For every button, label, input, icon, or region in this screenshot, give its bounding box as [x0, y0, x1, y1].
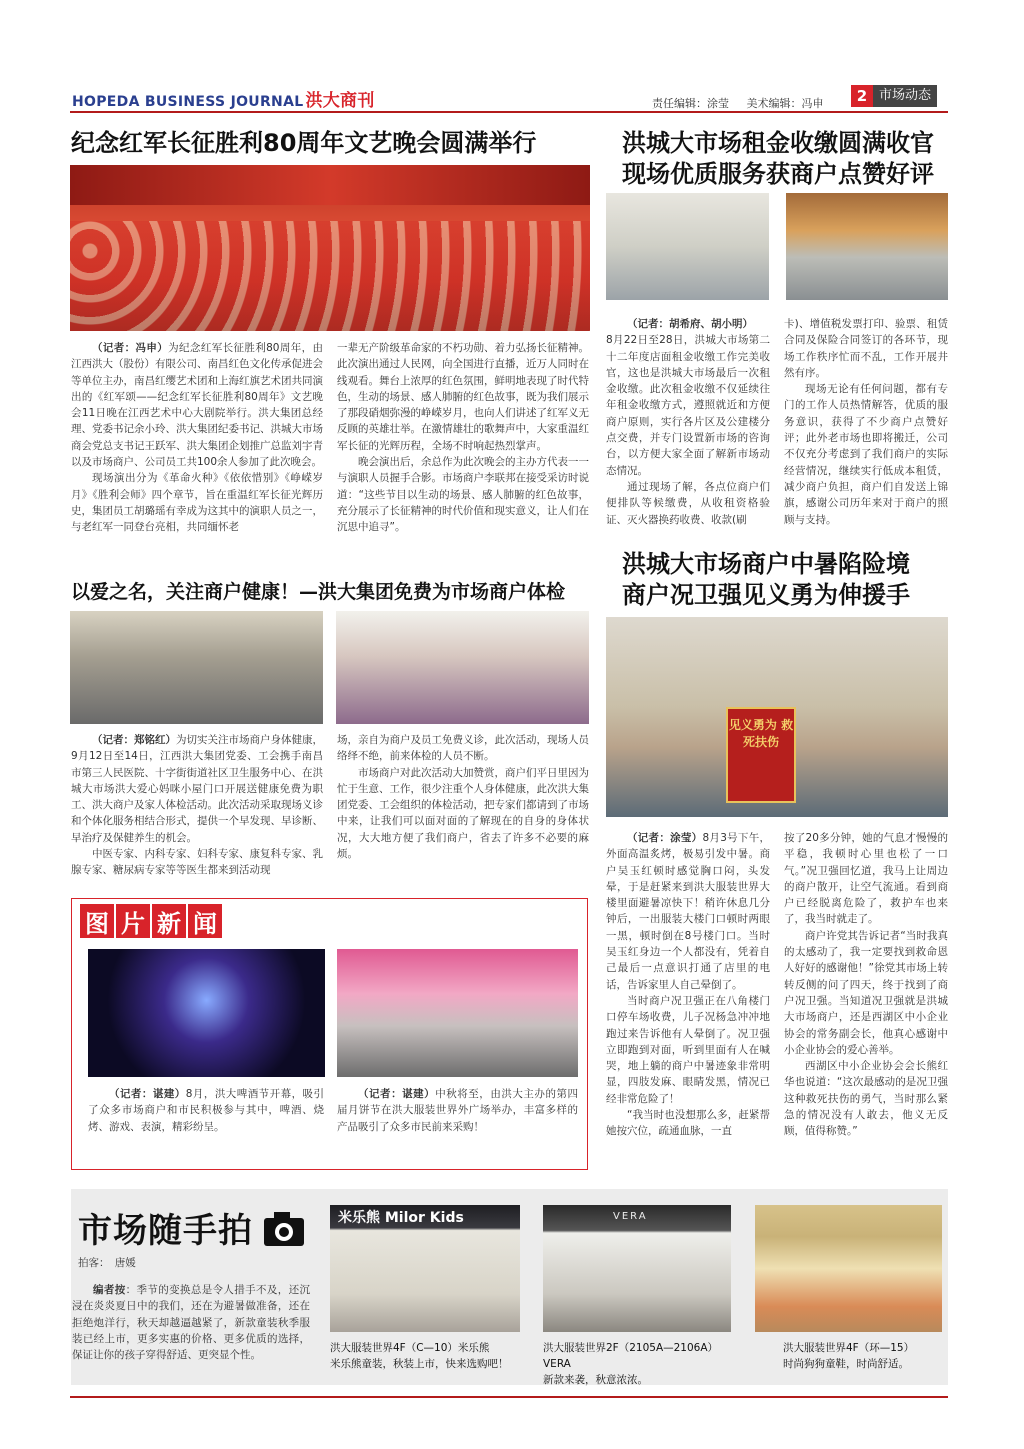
article1-photo	[70, 165, 590, 331]
shop-caption-1	[330, 1340, 530, 1372]
art-editor: 美术编辑：冯申	[746, 97, 824, 110]
shop-caption-line1: 洪大服装世界4F（环—15）	[783, 1342, 915, 1354]
article4-headline-line1: 洪城大市场商户中暑陷险境	[622, 550, 910, 578]
picture-news-title	[80, 904, 224, 938]
header-rule	[70, 111, 948, 113]
article2-headline-line1: 洪城大市场租金收缴圆满收官	[622, 129, 934, 157]
article1-para4: 晚会演出后，余总作为此次晚会的主办方代表一一与演职人员握手合影。市场商户李联邦在接受采访时说道：“这些节目以生动的场景、感人肺腑的红色故事，充分展示了长征精神的时代价值和现实意义，让人们在沉思中追寻”。	[337, 456, 589, 534]
page-number: 2	[851, 85, 873, 107]
section-name: 市场动态	[873, 85, 937, 107]
picture-news-char: 图	[80, 904, 114, 938]
article3-headline: 以爱之名，关注商户健康！—洪大集团免费为市场商户体检	[71, 581, 566, 603]
shop-caption-line2: 米乐熊童装，秋装上市，快来选购吧！	[330, 1358, 509, 1370]
footer-rule	[70, 1396, 948, 1398]
article4-para6: 西湖区中小企业协会会长熊红华也说道：“这次最感动的是况卫强这种救死扶伤的勇气，当时那么紧急的情况没有人敢去，他义无反顾，值得称赞。”	[784, 1060, 948, 1138]
article1-headline: 纪念红军长征胜利80周年文艺晚会圆满举行	[71, 129, 537, 157]
masthead-en: HOPEDA BUSINESS JOURNAL	[72, 94, 304, 110]
responsible-editor: 责任编辑：涂莹	[652, 97, 729, 110]
masthead-cn: 洪大商刊	[305, 91, 375, 111]
article4-photo	[606, 617, 948, 817]
article4-byline: （记者：涂莹）	[627, 832, 703, 844]
article4-headline	[622, 549, 942, 611]
article1-para1: 为纪念红军长征胜利80周年，由江西洪大（股份）有限公司、南昌红色文化传承促进会等单位主办，南昌红缨艺术团和上海红旗艺术团共同演出的《红军颂——纪念红军长征胜利80周年》文艺晚会11日晚在江西艺术中心大剧院举行。洪大集团总经理、党委书记余小玲、洪大集团纪委书记、洪城大市场商会党总支书记王跃军、洪大集团企划推广总监刘宇青以及市场商户、公司员工共100余人参加了此次晚会。	[71, 342, 323, 469]
article2-photo-left	[606, 193, 769, 300]
article3-col2	[337, 732, 589, 862]
article4-para5: 商户许党其告诉记者“当时我真的太感动了，我一定要找到救命恩人好好的感谢他！”徐党其市场上转转反侧的问了四天，终于找到了商户况卫强。当知道况卫强就是洪城大市场商户，还是西湖区中小企业协会的常务副会长，他真心感谢中小企业协会的爱心善举。	[784, 929, 948, 1056]
picture-news-photo-mooncake-festival	[337, 949, 578, 1077]
article3-byline: （记者：郑铭红）	[92, 734, 176, 746]
picture-news-char: 闻	[188, 904, 222, 938]
article3-para3: 场，亲自为商户及员工免费义诊，此次活动，现场人员络绎不绝，前来体检的人员不断。	[337, 734, 589, 763]
article2-col2	[784, 316, 948, 528]
picture-news-caption-1	[88, 1086, 324, 1135]
article2-headline-line2: 现场优质服务获商户点赞好评	[622, 160, 934, 188]
photographer: 拍客： 唐媛	[78, 1257, 136, 1269]
article3-photo-left	[70, 611, 323, 724]
picture-news-caption-2	[337, 1086, 578, 1135]
shop-caption-line2: 新款来袭，秋意浓浓。	[543, 1374, 648, 1386]
article2-photo-right	[786, 193, 948, 300]
shop-caption-line2: 时尚狗狗童鞋，时尚舒适。	[783, 1358, 909, 1370]
picture-news-char: 新	[152, 904, 186, 938]
picture-news-byline: （记者：谌建）	[109, 1088, 186, 1100]
editor-note-label: 编者按	[93, 1284, 126, 1296]
article1-para3: 一辈无产阶级革命家的不朽功勋、着力弘扬长征精神。此次演出通过人民网，向全国进行直播，近万人同时在线观看。舞台上浓厚的红色氛围，鲜明地表现了时代特色，生动的场景、感人肺腑的红色故事，既为我们展示了那段硝烟弥漫的峥嵘岁月，也向人们讲述了红军义无反顾的英雄壮举。在激情雄壮的歌舞声中，大家重温红军长征的光辉历程，全场不时响起热烈掌声。	[337, 342, 589, 452]
shop-caption-line1: 洪大服装世界2F（2105A—2106A）VERA	[543, 1342, 719, 1370]
pennant-flag	[726, 707, 796, 803]
article1-para2: 现场演出分为《革命火种》《依依惜别》《峥嵘岁月》《胜利会师》四个章节，旨在重温红军长征光辉历史，集团员工胡璐瑶有幸成为这其中的演职人员之一，与老红军一同登台亮相，共同缅怀老	[71, 472, 323, 534]
editor-credits	[652, 95, 824, 111]
picture-news-text: 8月，洪大啤酒节开幕，吸引了众多市场商户和市民积极参与其中，啤酒、烧烤、游戏、表演，精彩纷呈。	[88, 1088, 324, 1133]
picture-news-text: 中秋将至，由洪大主办的第四届月饼节在洪大服装世界外广场举办，丰富多样的产品吸引了众多市民前来采购！	[337, 1088, 579, 1133]
article3-col1	[71, 732, 323, 879]
article1-col2	[337, 340, 589, 536]
article4-para1: 8月3号下午，外面高温炙烤，极易引发中暑。商户吴玉红顿时感觉胸口闷，头发晕，于是赶紧来到洪大服装世界大楼里面避暑凉快下！稍许休息几分钟后，一出服装大楼门口顿时两眼一黑，顿时倒在8号楼门口。当时吴玉红身边一个人都没有，凭着自己最后一点意识打通了店里的电话，告诉家里人自己晕倒了。	[606, 832, 770, 991]
article4-col1	[606, 830, 770, 1140]
article1-byline: （记者：冯申）	[92, 342, 169, 354]
article3-para4: 市场商户对此次活动大加赞赏，商户们平日里因为忙于生意、工作，很少注重个人身体健康，此次洪大集团党委、工会组织的体检活动，把专家们都请到了市场中来，让我们可以面对面的了解现在的自身的身体状况，大大地方便了我们商户，省去了许多不必要的麻烦。	[337, 766, 589, 861]
article4-para2: 当时商户况卫强正在八角楼门口停车场收费，儿子况杨急冲冲地跑过来告诉他有人晕倒了。况卫强立即跑到对面，听到里面有人在喊哭，地上躺的商户中暑迹象非常明显，四肢发麻、眼睛发黑，情况已经非常危险了！	[606, 994, 770, 1105]
picture-news-char: 片	[116, 904, 150, 938]
shop-photo-vera	[543, 1205, 731, 1332]
pennant-text: 见义勇为 救死扶伤	[728, 718, 794, 749]
shop-photo-kids-shoes	[755, 1205, 942, 1332]
camera-icon	[262, 1210, 306, 1248]
article2-col1	[606, 316, 770, 528]
article2-para4: 现场无论有任何问题，都有专门的工作人员热情解答，优质的服务意识，获得了不少商户点赞好评；此外老市场也即将搬迁，公司不仅充分考虑到了我们商户的实际经营情况，继续实行低成本租赁，减少商户负担，商户们自发送上锦旗，感谢公司历年来对于商户的照顾与支持。	[784, 383, 948, 526]
article2-para1: 8月22日至28日，洪城大市场第二十二年度店面租金收缴工作完美收官，这也是洪城大市场最后一次租金收缴。此次租金收缴不仅延续往年租金收缴方式，遵照就近和方便商户原则，实行各片区及公建楼分点交费，并专门设置新市场的咨询台，以方便大家全面了解新市场动态情况。	[606, 334, 770, 477]
article4-headline-line2: 商户况卫强见义勇为伸援手	[622, 581, 910, 609]
article2-headline	[622, 128, 942, 190]
shop-caption-3	[783, 1340, 943, 1372]
shop-caption-line1: 洪大服装世界4F（C—10）米乐熊	[330, 1342, 490, 1354]
editor-note	[72, 1282, 310, 1363]
article3-para2: 中医专家、内科专家、妇科专家、康复科专家、乳腺专家、糖尿病专家等等医生都来到活动现	[71, 848, 323, 877]
article3-para1: 为切实关注市场商户身体健康，9月12日至14日，江西洪大集团党委、工会携手南昌市第三人民医院、十字街街道社区卫生服务中心、在洪城大市场洪大爱心妈咪小屋门口开展送健康免费为职工、洪大商户及家人体检活动。此次活动采取现场义诊和个体化服务相结合形式，提供一个早发现、早诊断、早治疗及保健养生的机会。	[71, 734, 323, 844]
picture-news-photo-beer-festival	[88, 949, 325, 1077]
picture-news-byline: （记者：谌建）	[358, 1088, 436, 1100]
article2-byline: （记者：胡希府、胡小明）	[627, 318, 753, 330]
editor-note-text: ：季节的变换总是令人措手不及，还沉浸在炎炎夏日中的我们，还在为避暑做准备，还在拒绝炮洋行，秋天却越逼越紧了，新款童装秋季服装已经上市，更多实惠的价格、更多优质的选择，保证让你的孩子穿得舒适、更突显个性。	[72, 1284, 311, 1362]
shop-sign: 米乐熊 Milor Kids	[338, 1210, 464, 1226]
shop-sign: VERA	[613, 1211, 648, 1222]
article4-para4: 按了20多分钟，她的气息才慢慢的平稳，我顿时心里也松了一口气。”况卫强回忆道，我马上让周边的商户散开，让空气流通。看到商户已经脱离危险了，救护车也来了，我当时就走了。	[784, 832, 948, 926]
market-snaps-title-text: 市场随手拍	[78, 1211, 253, 1251]
shop-photo-milor-kids	[330, 1205, 520, 1332]
article2-para3: 卡)、增值税发票打印、验票、租赁合同及保险合同签订的各环节，现场工作秩序忙而不乱，工作开展井然有序。	[784, 318, 948, 379]
page-badge	[851, 85, 937, 107]
article4-para3: “我当时也没想那么多，赶紧帮她按穴位，疏通血脉，一直	[606, 1109, 770, 1138]
shop-caption-2	[543, 1340, 743, 1388]
article1-col1	[71, 340, 323, 536]
market-snaps-title	[78, 1203, 306, 1252]
article2-para2: 通过现场了解，各点位商户们便排队等候缴费，从收租资格验证、灭火器换药收费、收款(刷	[606, 480, 770, 526]
article3-photo-right	[336, 611, 589, 724]
masthead	[72, 86, 375, 111]
article4-col2	[784, 830, 948, 1140]
